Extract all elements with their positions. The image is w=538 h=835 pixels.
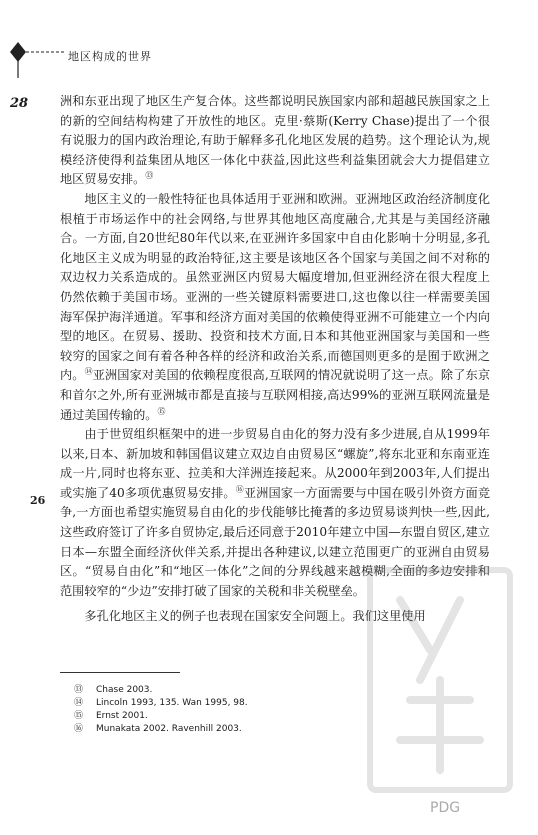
watermark-seal-icon [360, 560, 520, 830]
footnote-ref[interactable]: ⑭ [84, 367, 93, 377]
footnote-text: Chase 2003. [96, 685, 153, 695]
footnote-divider [60, 672, 180, 673]
page-number: 28 [10, 96, 29, 111]
footnote [74, 684, 248, 697]
footnote-mark: ⑬ [74, 685, 84, 695]
watermark-text: PDG [430, 800, 461, 816]
paragraph-text: 洲和东亚出现了地区生产复合体。这些都说明民族国家内部和超越民族国家之上的新的空间结构构建了开放性的地区。克里·蔡斯(Kerry Chase)提出了一个很有说服力的国内政治理论,有助于解释多孔化地区发展的趋势。这个理论认为,规模经济使得利益集团从地区一体化中获益,因此这些利益集团就会大力提倡建立地区贸易安排。 [60, 94, 490, 187]
margin-page-number: 26 [30, 494, 46, 507]
footnote [74, 723, 248, 736]
paragraph [60, 190, 490, 425]
body-text [60, 92, 490, 627]
header-ornament-icon [8, 30, 68, 80]
paragraph-text: 多孔化地区主义的例子也表现在国家安全问题上。我们这里使用 [84, 609, 426, 624]
footnote-mark: ⑮ [74, 711, 84, 721]
running-header-title: 地区构成的世界 [68, 50, 152, 63]
paragraph-text: 亚洲国家一方面需要与中国在吸引外资方面竞争,一方面也希望实施贸易自由化的步伐能够比掩耆的多边贸易谈判快一些,因此,这些政府签订了许多自贸协定,最后还同意于2010年建立中国—东盟自贸区,建立日本—东盟全面经济伙伴关系,并提出各种建议,以建立范围更广的亚洲自由贸易区。“贸易自由化”和“地区一体化”之间的分界线越来越模糊,全面的多边安排和范围较窄的“少边”安排打破了国家的关税和非关税壁垒。 [60, 485, 491, 598]
footnote [74, 710, 248, 723]
footnote-ref[interactable]: ⑬ [145, 171, 154, 181]
footnote-text: Ernst 2001. [96, 711, 148, 721]
paragraph [60, 92, 490, 190]
footnote-ref[interactable]: ⑮ [157, 406, 166, 416]
paragraph-text: 地区主义的一般性特征也具体适用于亚洲和欧洲。亚洲地区政治经济制度化根植于市场运作中的社会网络,与世界其他地区高度融合,尤其是与美国经济融合。一方面,自20世纪80年代以来,在亚洲许多国家中自由化影响十分明显,多孔化地区主义成为明显的政治特征,这主要是该地区各个国家与美国之间不对称的双边权力关系造成的。虽然亚洲区内贸易大幅度增加,但亚洲经济在很大程度上仍然依赖于美国市场。亚洲的一些关键原料需要进口,这也像以往一样需要美国海军保护海洋通道。军事和经济方面对美国的依赖使得亚洲不可能建立一个内向型的地区。在贸易、援助、投资和技术方面,日本和其他亚洲国家与美国和一些较穷的国家之间有着各种各样的经济和政治关系,而德国则更多的是囿于欧洲之内。 [60, 191, 490, 383]
footnote-text: Munakata 2002. Ravenhill 2003. [96, 724, 242, 734]
footnote-text: Lincoln 1993, 135. Wan 1995, 98. [96, 698, 248, 708]
footnote [74, 697, 248, 710]
footnote-ref[interactable]: ⑯ [235, 484, 244, 494]
paragraph-text: 亚洲国家对美国的依赖程度很高,互联网的情况就说明了这一点。除了东京和首尔之外,所有亚洲城市都是直接与互联网相接,高达99%的亚洲互联网流量是通过美国传输的。 [60, 368, 491, 422]
footnote-mark: ⑯ [74, 724, 84, 734]
footnote-mark: ⑭ [74, 698, 84, 708]
footnotes [74, 684, 248, 736]
paragraph-text: 由于世贸组织框架中的进一步贸易自由化的努力没有多少进展,自从1999年以来,日本、新加坡和韩国倡议建立双边自由贸易区“螺旋”,将东北亚和东南亚连成一片,同时也将东亚、拉美和大洋洲连接起来。从2000年到2003年,人们提出或实施了40多项优惠贸易安排。 [60, 427, 490, 500]
running-header [8, 30, 152, 80]
